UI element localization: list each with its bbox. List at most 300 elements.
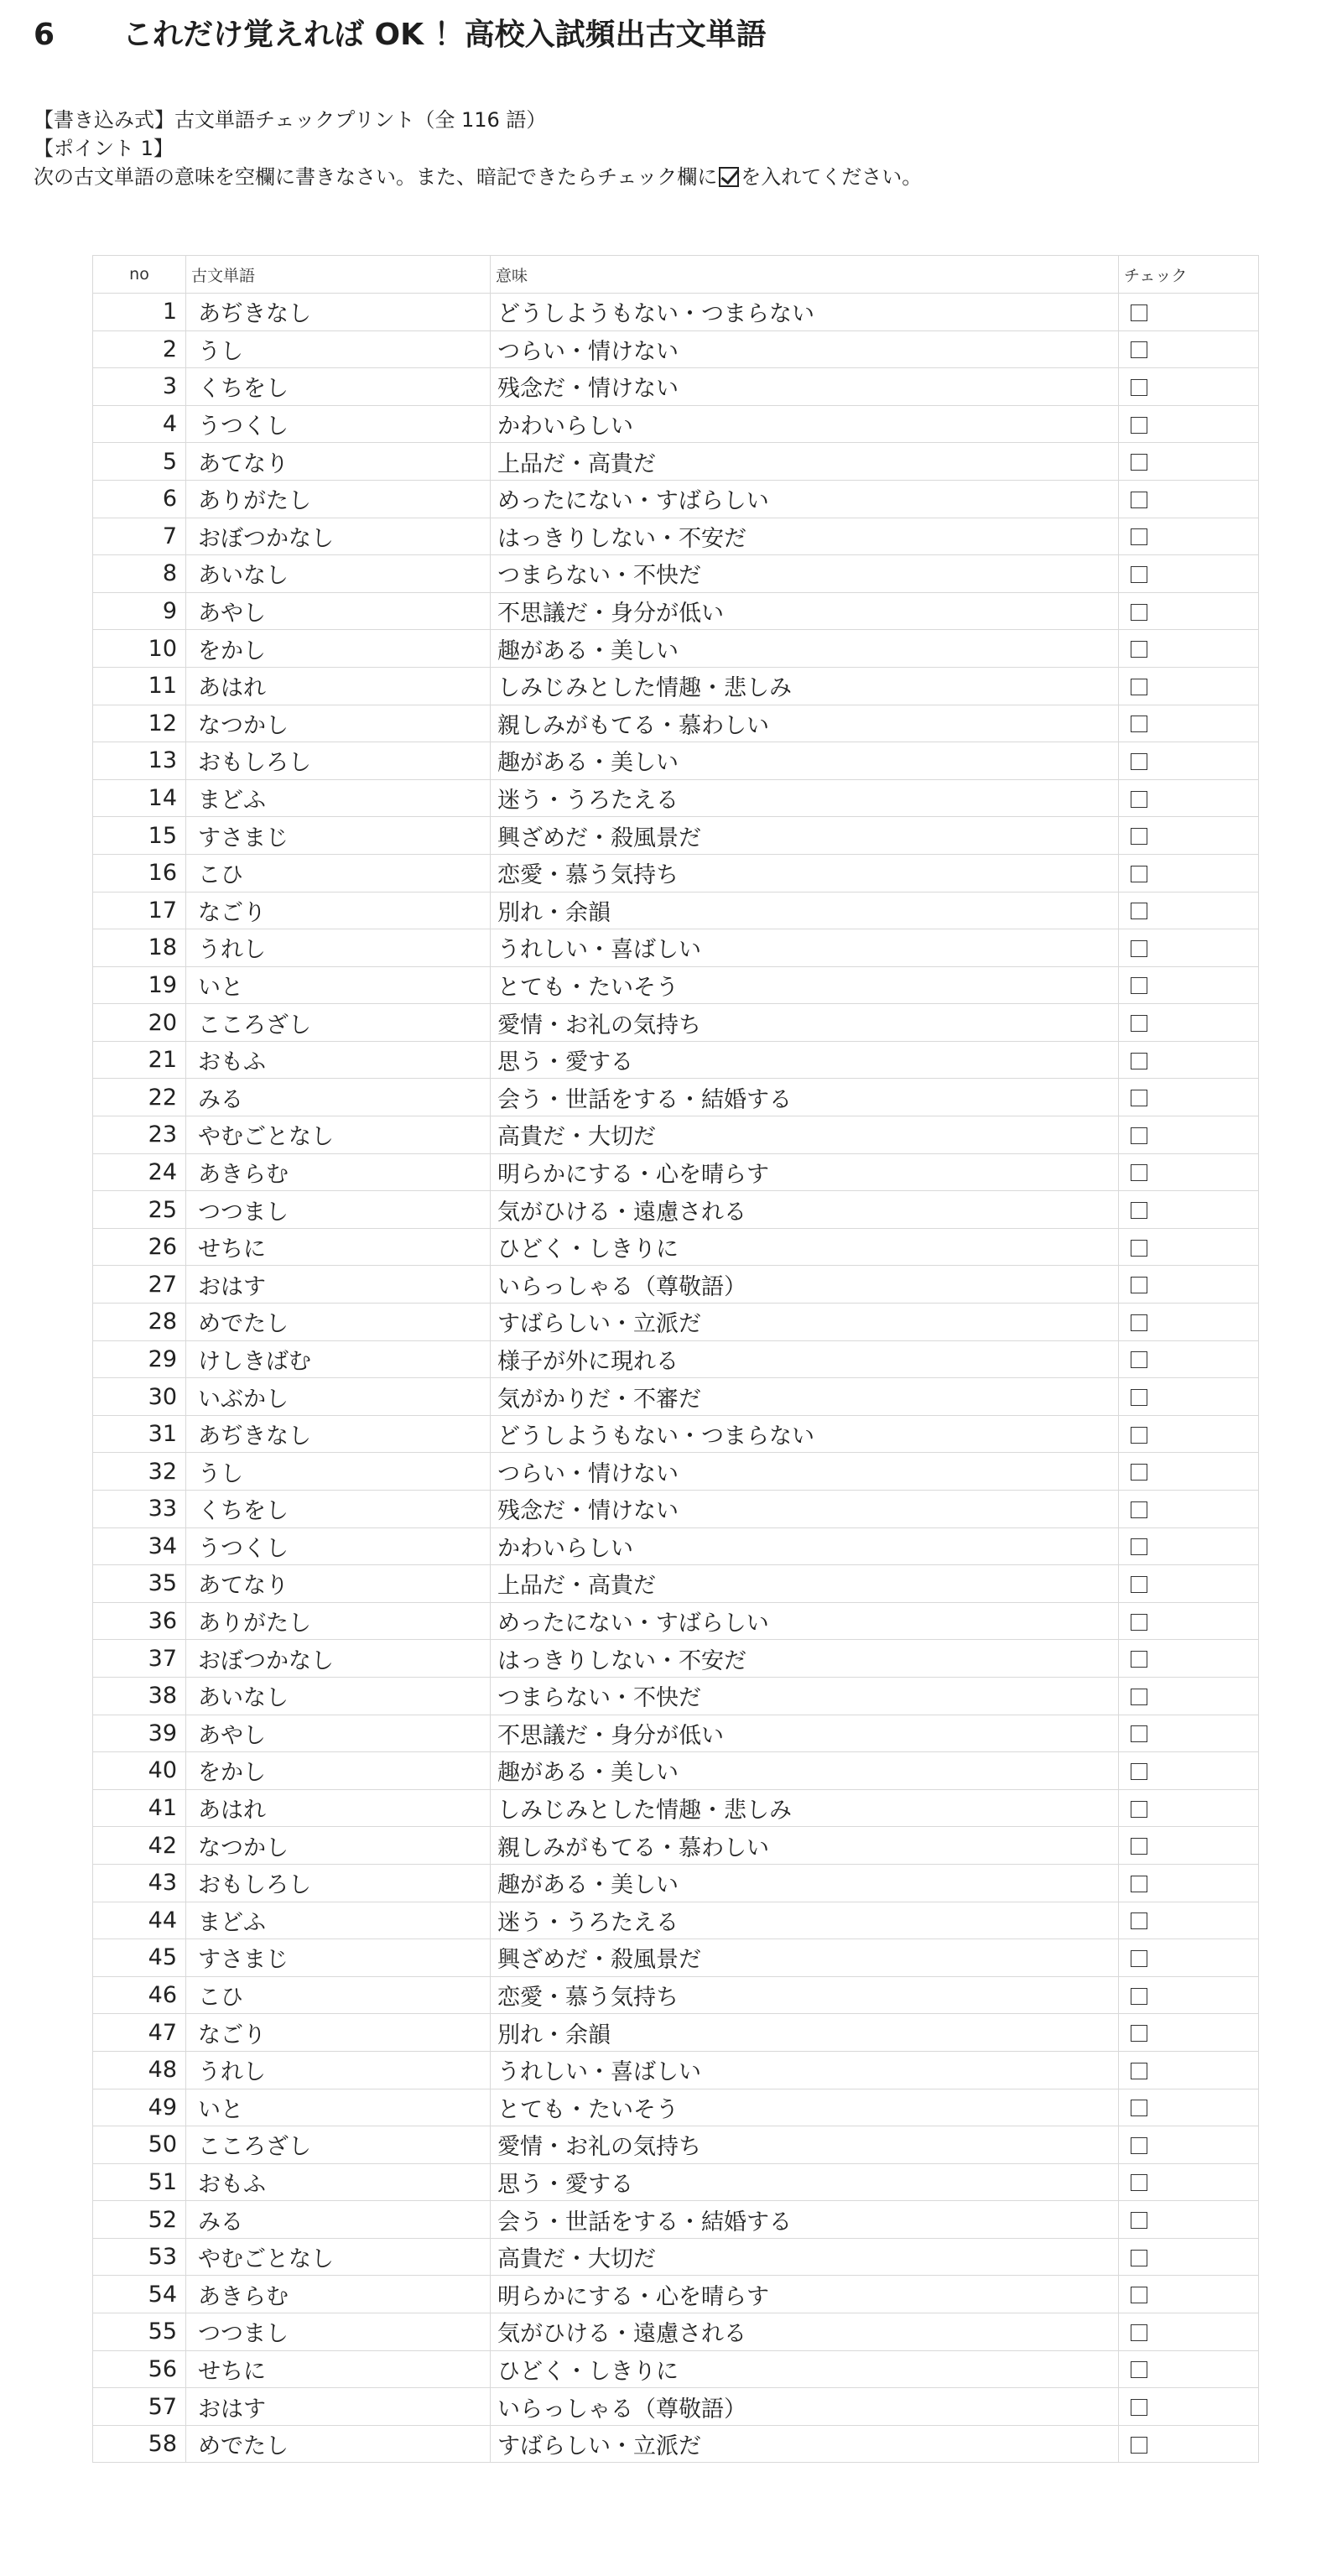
kobun-word: いと <box>186 966 491 1004</box>
row-number: 47 <box>93 2014 186 2052</box>
meaning-cell[interactable]: 興ざめだ・殺風景だ <box>491 817 1119 855</box>
check-cell <box>1119 630 1259 668</box>
table-row <box>93 892 1259 929</box>
table-row <box>93 2313 1259 2351</box>
instruction-text-end: を入れてください。 <box>741 165 923 189</box>
row-number: 25 <box>93 1191 186 1229</box>
meaning-cell[interactable]: しみじみとした情趣・悲しみ <box>491 1789 1119 1827</box>
check-cell <box>1119 1640 1259 1678</box>
check-cell <box>1119 1976 1259 2014</box>
kobun-word: あきらむ <box>186 2276 491 2313</box>
checkbox[interactable] <box>1131 1614 1147 1631</box>
row-number: 18 <box>93 929 186 967</box>
check-cell <box>1119 1902 1259 1939</box>
meaning-cell[interactable]: 様子が外に現れる <box>491 1340 1119 1378</box>
table-row <box>93 1715 1259 1752</box>
checkbox[interactable] <box>1131 454 1147 471</box>
row-number: 2 <box>93 330 186 368</box>
checkbox[interactable] <box>1131 379 1147 396</box>
checkbox[interactable] <box>1131 2137 1147 2154</box>
meaning-cell[interactable]: うれしい・喜ばしい <box>491 929 1119 967</box>
row-number: 58 <box>93 2425 186 2463</box>
row-number: 54 <box>93 2276 186 2313</box>
check-cell <box>1119 1752 1259 1790</box>
kobun-word: ありがたし <box>186 1602 491 1640</box>
kobun-word: なつかし <box>186 705 491 742</box>
meaning-cell[interactable]: つまらない・不快だ <box>491 1677 1119 1715</box>
checkbox[interactable] <box>1131 2399 1147 2416</box>
header-no: no <box>93 256 186 294</box>
checkbox[interactable] <box>1131 1576 1147 1593</box>
checkbox[interactable] <box>1131 2025 1147 2042</box>
check-cell <box>1119 929 1259 967</box>
table-row <box>93 330 1259 368</box>
table-row <box>93 667 1259 705</box>
check-cell <box>1119 443 1259 481</box>
kobun-word: おもしろし <box>186 1864 491 1902</box>
check-cell <box>1119 2089 1259 2126</box>
kobun-word: あきらむ <box>186 1153 491 1191</box>
row-number: 7 <box>93 518 186 555</box>
check-cell <box>1119 1827 1259 1865</box>
row-number: 21 <box>93 1041 186 1079</box>
meaning-cell[interactable]: 高貴だ・大切だ <box>491 2238 1119 2276</box>
kobun-word: うれし <box>186 2051 491 2089</box>
check-cell <box>1119 555 1259 593</box>
meaning-cell[interactable]: 気がひける・遠慮される <box>491 1191 1119 1229</box>
table-row <box>93 2051 1259 2089</box>
meaning-cell[interactable]: はっきりしない・不安だ <box>491 518 1119 555</box>
check-cell <box>1119 892 1259 929</box>
checkbox[interactable] <box>1131 641 1147 658</box>
kobun-word: うつくし <box>186 405 491 443</box>
checkbox[interactable] <box>1131 1912 1147 1929</box>
kobun-word: あぢきなし <box>186 1415 491 1453</box>
row-number: 56 <box>93 2350 186 2388</box>
row-number: 27 <box>93 1266 186 1304</box>
row-number: 14 <box>93 779 186 817</box>
table-row <box>93 1976 1259 2014</box>
row-number: 38 <box>93 1677 186 1715</box>
instruction-text: 次の古文単語の意味を空欄に書きなさい。また、暗記できたらチェック欄に <box>34 165 718 189</box>
meaning-cell[interactable]: 高貴だ・大切だ <box>491 1116 1119 1154</box>
table-row <box>93 1939 1259 1977</box>
check-cell <box>1119 1491 1259 1528</box>
kobun-word: あやし <box>186 1715 491 1752</box>
checkbox[interactable] <box>1131 1876 1147 1892</box>
kobun-word: すさまじ <box>186 1939 491 1977</box>
checkbox[interactable] <box>1131 679 1147 695</box>
row-number: 12 <box>93 705 186 742</box>
checkbox[interactable] <box>1131 1389 1147 1406</box>
row-number: 33 <box>93 1491 186 1528</box>
row-number: 51 <box>93 2163 186 2201</box>
check-cell <box>1119 1228 1259 1266</box>
row-number: 48 <box>93 2051 186 2089</box>
meaning-cell[interactable]: いらっしゃる（尊敬語） <box>491 2388 1119 2426</box>
meaning-cell[interactable]: 上品だ・高貴だ <box>491 1565 1119 1603</box>
table-row <box>93 779 1259 817</box>
table-row <box>93 518 1259 555</box>
meaning-cell[interactable]: 別れ・余韻 <box>491 2014 1119 2052</box>
meaning-cell[interactable]: 迷う・うろたえる <box>491 1902 1119 1939</box>
checkbox[interactable] <box>1131 791 1147 808</box>
meaning-cell[interactable]: 親しみがもてる・慕わしい <box>491 1827 1119 1865</box>
check-cell <box>1119 1527 1259 1565</box>
table-row <box>93 1677 1259 1715</box>
meaning-cell[interactable]: 興ざめだ・殺風景だ <box>491 1939 1119 1977</box>
kobun-word: せちに <box>186 1228 491 1266</box>
row-number: 8 <box>93 555 186 593</box>
checkbox[interactable] <box>1131 2437 1147 2454</box>
row-number: 36 <box>93 1602 186 1640</box>
meaning-cell[interactable]: 趣がある・美しい <box>491 1752 1119 1790</box>
row-number: 46 <box>93 1976 186 2014</box>
table-row <box>93 1041 1259 1079</box>
kobun-word: うし <box>186 1453 491 1491</box>
meaning-cell[interactable]: 別れ・余韻 <box>491 892 1119 929</box>
meaning-cell[interactable]: どうしようもない・つまらない <box>491 294 1119 331</box>
meaning-cell[interactable]: 思う・愛する <box>491 1041 1119 1079</box>
row-number: 17 <box>93 892 186 929</box>
checkbox[interactable] <box>1131 1090 1147 1106</box>
meaning-cell[interactable]: かわいらしい <box>491 1527 1119 1565</box>
kobun-word: つつまし <box>186 1191 491 1229</box>
checkbox[interactable] <box>1131 1277 1147 1293</box>
meaning-cell[interactable]: つらい・情けない <box>491 1453 1119 1491</box>
check-cell <box>1119 2238 1259 2276</box>
row-number: 52 <box>93 2201 186 2239</box>
row-number: 44 <box>93 1902 186 1939</box>
row-number: 55 <box>93 2313 186 2351</box>
table-row <box>93 443 1259 481</box>
table-row <box>93 1752 1259 1790</box>
kobun-word: けしきばむ <box>186 1340 491 1378</box>
kobun-word: うれし <box>186 929 491 967</box>
row-number: 41 <box>93 1789 186 1827</box>
meaning-cell[interactable]: はっきりしない・不安だ <box>491 1640 1119 1678</box>
row-number: 11 <box>93 667 186 705</box>
checkbox[interactable] <box>1131 2063 1147 2079</box>
kobun-word: おはす <box>186 1266 491 1304</box>
check-cell <box>1119 1602 1259 1640</box>
table-row <box>93 705 1259 742</box>
meaning-cell[interactable]: 気がかりだ・不審だ <box>491 1378 1119 1416</box>
checkbox[interactable] <box>1131 1651 1147 1668</box>
kobun-word: こころざし <box>186 1004 491 1042</box>
check-cell <box>1119 667 1259 705</box>
table-row <box>93 480 1259 518</box>
meaning-cell[interactable]: 愛情・お礼の気持ち <box>491 2126 1119 2164</box>
table-row <box>93 1864 1259 1902</box>
row-number: 43 <box>93 1864 186 1902</box>
check-cell <box>1119 1266 1259 1304</box>
check-cell <box>1119 2051 1259 2089</box>
checkbox[interactable] <box>1131 903 1147 919</box>
table-row <box>93 1191 1259 1229</box>
check-cell <box>1119 1153 1259 1191</box>
table-row <box>93 1079 1259 1116</box>
checkbox[interactable] <box>1131 1053 1147 1069</box>
checkbox[interactable] <box>1131 492 1147 508</box>
meaning-cell[interactable]: とても・たいそう <box>491 2089 1119 2126</box>
check-cell <box>1119 1677 1259 1715</box>
kobun-word: うつくし <box>186 1527 491 1565</box>
meaning-cell[interactable]: 会う・世話をする・結婚する <box>491 2201 1119 2239</box>
kobun-word: おはす <box>186 2388 491 2426</box>
intro-line-3 <box>34 163 922 191</box>
table-row <box>93 2388 1259 2426</box>
table-row <box>93 630 1259 668</box>
kobun-word: めでたし <box>186 2425 491 2463</box>
meaning-cell[interactable]: しみじみとした情趣・悲しみ <box>491 667 1119 705</box>
table-row <box>93 2425 1259 2463</box>
check-cell <box>1119 330 1259 368</box>
checkbox[interactable] <box>1131 604 1147 621</box>
checkbox[interactable] <box>1131 1464 1147 1481</box>
meaning-cell[interactable]: 会う・世話をする・結婚する <box>491 1079 1119 1116</box>
meaning-cell[interactable]: どうしようもない・つまらない <box>491 1415 1119 1453</box>
checkbox[interactable] <box>1131 977 1147 994</box>
table-row <box>93 2126 1259 2164</box>
row-number: 15 <box>93 817 186 855</box>
kobun-word: おもふ <box>186 1041 491 1079</box>
table-row <box>93 1527 1259 1565</box>
checkbox[interactable] <box>1131 1164 1147 1181</box>
check-cell <box>1119 2014 1259 2052</box>
meaning-cell[interactable]: 愛情・お礼の気持ち <box>491 1004 1119 1042</box>
header-word: 古文単語 <box>186 256 491 294</box>
kobun-word: おぼつかなし <box>186 518 491 555</box>
kobun-word: こころざし <box>186 2126 491 2164</box>
checkbox[interactable] <box>1131 1240 1147 1257</box>
checkbox[interactable] <box>1131 1351 1147 1368</box>
word-table <box>92 255 1259 2463</box>
kobun-word: まどふ <box>186 1902 491 1939</box>
meaning-cell[interactable]: すばらしい・立派だ <box>491 1304 1119 1341</box>
table-row <box>93 1378 1259 1416</box>
meaning-cell[interactable]: 明らかにする・心を晴らす <box>491 1153 1119 1191</box>
check-cell <box>1119 1079 1259 1116</box>
row-number: 20 <box>93 1004 186 1042</box>
kobun-word: うし <box>186 330 491 368</box>
meaning-cell[interactable]: めったにない・すばらしい <box>491 1602 1119 1640</box>
checkbox[interactable] <box>1131 566 1147 583</box>
checkbox[interactable] <box>1131 2324 1147 2341</box>
check-cell <box>1119 405 1259 443</box>
kobun-word: すさまじ <box>186 817 491 855</box>
kobun-word: なごり <box>186 892 491 929</box>
table-row <box>93 1789 1259 1827</box>
meaning-cell[interactable]: 恋愛・慕う気持ち <box>491 854 1119 892</box>
table-row <box>93 368 1259 406</box>
checkbox[interactable] <box>1131 1202 1147 1219</box>
meaning-cell[interactable]: 不思議だ・身分が低い <box>491 1715 1119 1752</box>
kobun-word: あいなし <box>186 1677 491 1715</box>
meaning-cell[interactable]: つまらない・不快だ <box>491 555 1119 593</box>
check-cell <box>1119 854 1259 892</box>
meaning-cell[interactable]: 上品だ・高貴だ <box>491 443 1119 481</box>
checkbox[interactable] <box>1131 341 1147 358</box>
table-body <box>93 294 1259 2463</box>
checkbox[interactable] <box>1131 2174 1147 2191</box>
kobun-word: あいなし <box>186 555 491 593</box>
meaning-cell[interactable]: かわいらしい <box>491 405 1119 443</box>
kobun-word: あやし <box>186 592 491 630</box>
table-row <box>93 742 1259 780</box>
check-cell <box>1119 294 1259 331</box>
meaning-cell[interactable]: 趣がある・美しい <box>491 1864 1119 1902</box>
row-number: 22 <box>93 1079 186 1116</box>
checkbox[interactable] <box>1131 417 1147 434</box>
meaning-cell[interactable]: ひどく・しきりに <box>491 2350 1119 2388</box>
checkbox[interactable] <box>1131 1838 1147 1855</box>
table-row <box>93 2163 1259 2201</box>
kobun-word: いと <box>186 2089 491 2126</box>
table-row <box>93 1640 1259 1678</box>
checkbox[interactable] <box>1131 2212 1147 2229</box>
checkbox[interactable] <box>1131 1689 1147 1705</box>
checkbox[interactable] <box>1131 304 1147 321</box>
checkbox[interactable] <box>1131 528 1147 545</box>
row-number: 30 <box>93 1378 186 1416</box>
row-number: 49 <box>93 2089 186 2126</box>
check-cell <box>1119 1565 1259 1603</box>
meaning-cell[interactable]: めったにない・すばらしい <box>491 480 1119 518</box>
meaning-cell[interactable]: 残念だ・情けない <box>491 1491 1119 1528</box>
checkbox[interactable] <box>1131 1501 1147 1518</box>
check-cell <box>1119 2388 1259 2426</box>
row-number: 4 <box>93 405 186 443</box>
checkbox[interactable] <box>1131 1427 1147 1444</box>
meaning-cell[interactable]: 思う・愛する <box>491 2163 1119 2201</box>
check-cell <box>1119 1191 1259 1229</box>
table-row <box>93 592 1259 630</box>
checkbox[interactable] <box>1131 1015 1147 1032</box>
checkbox[interactable] <box>1131 1950 1147 1967</box>
table-row <box>93 1602 1259 1640</box>
checkbox[interactable] <box>1131 1801 1147 1818</box>
kobun-word: おぼつかなし <box>186 1640 491 1678</box>
kobun-word: みる <box>186 2201 491 2239</box>
meaning-cell[interactable]: 趣がある・美しい <box>491 630 1119 668</box>
table-row <box>93 1228 1259 1266</box>
table-row <box>93 405 1259 443</box>
checkbox[interactable] <box>1131 1127 1147 1144</box>
check-cell <box>1119 1789 1259 1827</box>
table-row <box>93 2276 1259 2313</box>
meaning-cell[interactable]: いらっしゃる（尊敬語） <box>491 1266 1119 1304</box>
kobun-word: つつまし <box>186 2313 491 2351</box>
checkbox[interactable] <box>1131 828 1147 845</box>
kobun-word: こひ <box>186 854 491 892</box>
row-number: 9 <box>93 592 186 630</box>
table-row <box>93 2238 1259 2276</box>
checkbox[interactable] <box>1131 1314 1147 1331</box>
checkbox[interactable] <box>1131 2250 1147 2266</box>
checkbox[interactable] <box>1131 1725 1147 1742</box>
table-row <box>93 817 1259 855</box>
table-row <box>93 1266 1259 1304</box>
meaning-cell[interactable]: とても・たいそう <box>491 966 1119 1004</box>
meaning-cell[interactable]: 迷う・うろたえる <box>491 779 1119 817</box>
meaning-cell[interactable]: 明らかにする・心を晴らす <box>491 2276 1119 2313</box>
table-row <box>93 2089 1259 2126</box>
checkbox[interactable] <box>1131 2287 1147 2303</box>
kobun-word: やむごとなし <box>186 1116 491 1154</box>
checkbox[interactable] <box>1131 753 1147 770</box>
table-row <box>93 929 1259 967</box>
title-text: これだけ覚えれば OK ！高校入試頻出古文単語 <box>122 18 767 52</box>
meaning-cell[interactable]: 趣がある・美しい <box>491 742 1119 780</box>
row-number: 3 <box>93 368 186 406</box>
row-number: 50 <box>93 2126 186 2164</box>
check-cell <box>1119 966 1259 1004</box>
intro-line-1: 【書き込み式】古文単語チェックプリント（全 116 語） <box>34 108 547 132</box>
check-cell <box>1119 592 1259 630</box>
row-number: 53 <box>93 2238 186 2276</box>
kobun-word: まどふ <box>186 779 491 817</box>
kobun-word: をかし <box>186 1752 491 1790</box>
meaning-cell[interactable]: すばらしい・立派だ <box>491 2425 1119 2463</box>
meaning-cell[interactable]: 恋愛・慕う気持ち <box>491 1976 1119 2014</box>
checkbox[interactable] <box>1131 1988 1147 2005</box>
row-number: 45 <box>93 1939 186 1977</box>
row-number: 29 <box>93 1340 186 1378</box>
row-number: 42 <box>93 1827 186 1865</box>
check-cell <box>1119 2201 1259 2239</box>
kobun-word: やむごとなし <box>186 2238 491 2276</box>
check-cell <box>1119 1340 1259 1378</box>
meaning-cell[interactable]: 残念だ・情けない <box>491 368 1119 406</box>
page-title <box>34 12 767 59</box>
meaning-cell[interactable]: ひどく・しきりに <box>491 1228 1119 1266</box>
meaning-cell[interactable]: 親しみがもてる・慕わしい <box>491 705 1119 742</box>
table-row <box>93 1453 1259 1491</box>
meaning-cell[interactable]: 気がひける・遠慮される <box>491 2313 1119 2351</box>
intro <box>34 106 922 191</box>
check-cell <box>1119 742 1259 780</box>
table-row <box>93 1304 1259 1341</box>
checkbox[interactable] <box>1131 716 1147 732</box>
row-number: 23 <box>93 1116 186 1154</box>
meaning-cell[interactable]: うれしい・喜ばしい <box>491 2051 1119 2089</box>
check-cell <box>1119 1453 1259 1491</box>
kobun-word: おもふ <box>186 2163 491 2201</box>
check-cell <box>1119 705 1259 742</box>
meaning-cell[interactable]: つらい・情けない <box>491 330 1119 368</box>
checkbox[interactable] <box>1131 1763 1147 1780</box>
check-cell <box>1119 779 1259 817</box>
table-row <box>93 1415 1259 1453</box>
check-cell <box>1119 1415 1259 1453</box>
row-number: 34 <box>93 1527 186 1565</box>
checkbox[interactable] <box>1131 2100 1147 2116</box>
row-number: 6 <box>93 480 186 518</box>
checkbox[interactable] <box>1131 1538 1147 1555</box>
check-cell <box>1119 1715 1259 1752</box>
row-number: 37 <box>93 1640 186 1678</box>
check-cell <box>1119 817 1259 855</box>
checkbox[interactable] <box>1131 866 1147 882</box>
row-number: 31 <box>93 1415 186 1453</box>
kobun-word: なつかし <box>186 1827 491 1865</box>
meaning-cell[interactable]: 不思議だ・身分が低い <box>491 592 1119 630</box>
checkbox[interactable] <box>1131 2361 1147 2378</box>
row-number: 28 <box>93 1304 186 1341</box>
checkbox[interactable] <box>1131 940 1147 957</box>
check-cell <box>1119 2425 1259 2463</box>
